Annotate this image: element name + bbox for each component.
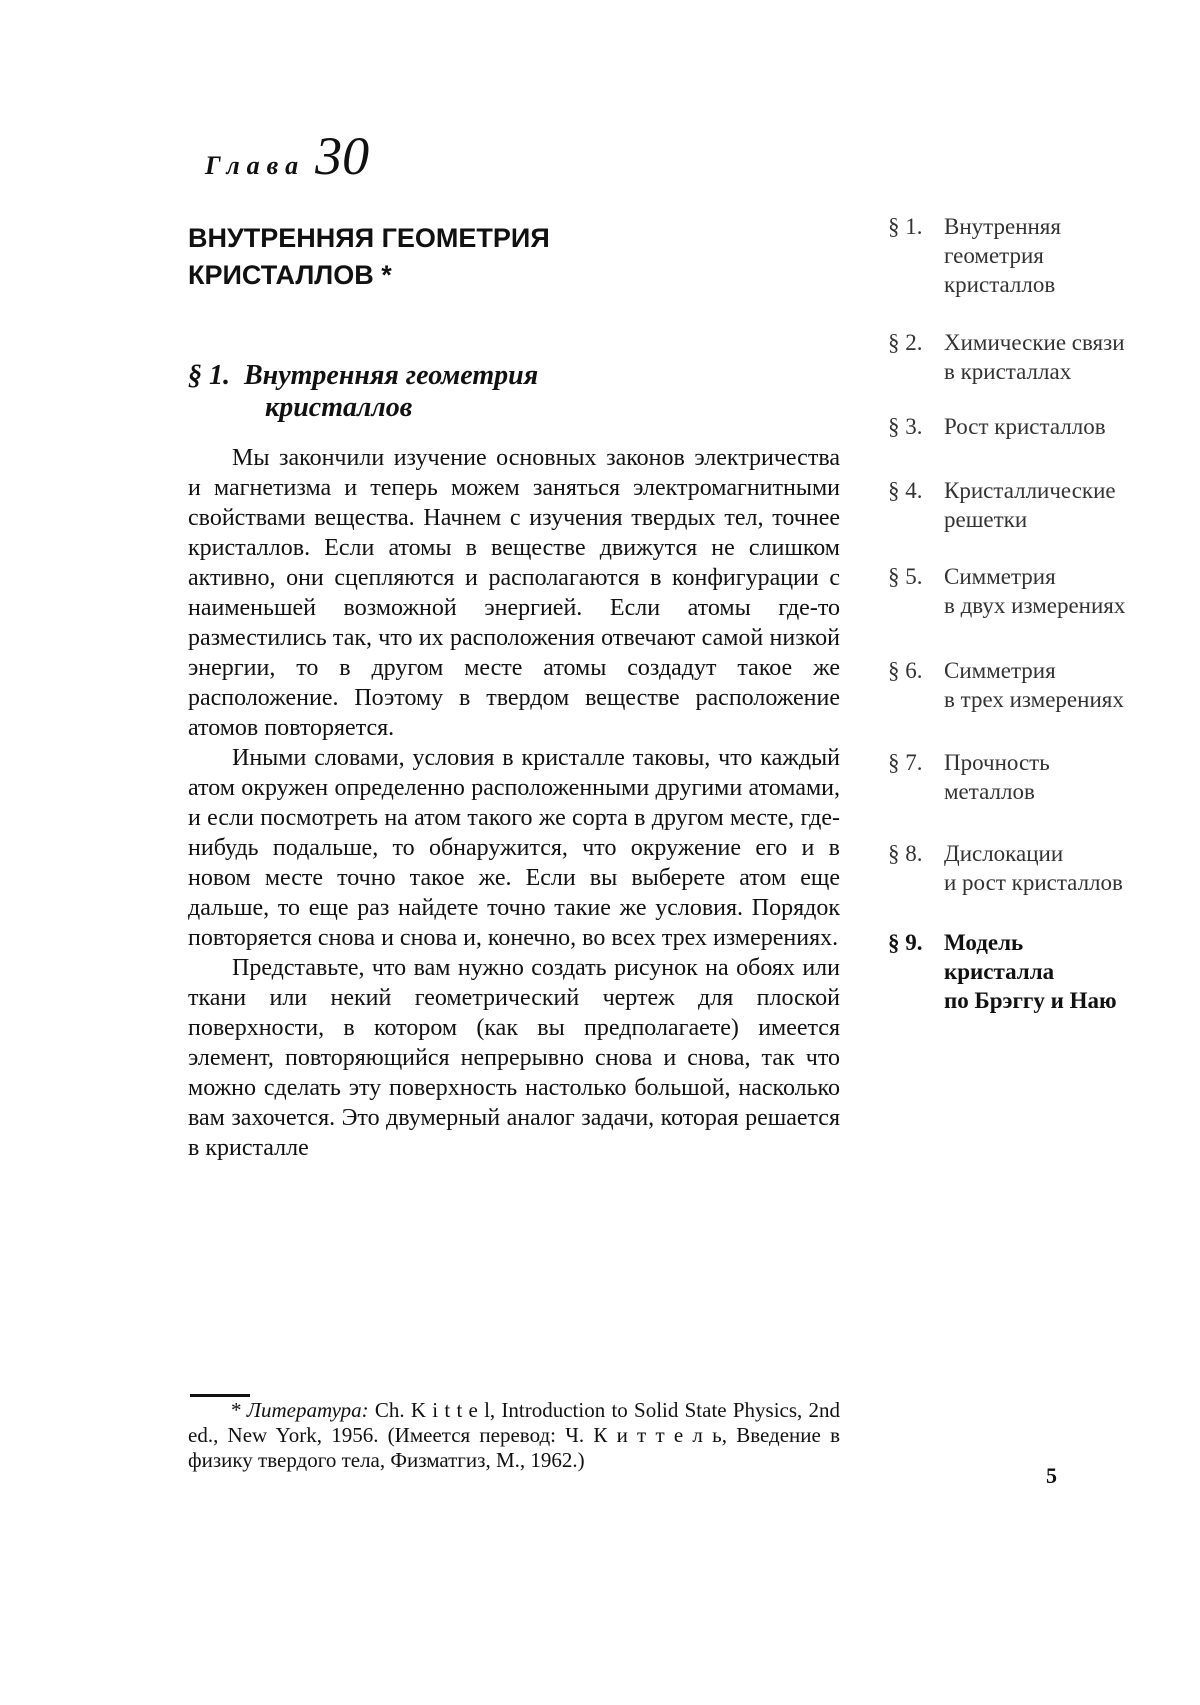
section-number: § 1. (188, 360, 230, 391)
footnote-rule (190, 1394, 250, 1397)
toc-item-number: § 6. (888, 658, 923, 683)
toc-item[interactable] (888, 212, 1200, 299)
footnote (188, 1398, 840, 1473)
toc-item-label: Прочность металлов (944, 750, 1050, 804)
toc-item-number: § 7. (888, 750, 923, 775)
section-heading (188, 360, 748, 424)
toc-item-label: Симметрия в трех измерениях (944, 658, 1124, 712)
toc-item-number: § 5. (888, 564, 923, 589)
chapter-number: 30 (315, 126, 370, 186)
page-number: 5 (1046, 1463, 1057, 1488)
toc-item-label: Рост кристаллов (944, 414, 1106, 439)
chapter-title (188, 220, 648, 294)
toc-item[interactable] (888, 928, 1200, 1015)
body-text (188, 443, 840, 1163)
toc-item-number: § 1. (888, 214, 923, 239)
toc-item-number: § 8. (888, 841, 923, 866)
toc-item[interactable] (888, 412, 1200, 441)
toc-item-label: Внутренняя геометрия кристаллов (944, 214, 1061, 297)
section-title-line: кристаллов (265, 392, 413, 423)
toc-item[interactable] (888, 839, 1200, 897)
toc-item-label: Химические связи в кристаллах (944, 330, 1125, 384)
section-title-line: Внутренняя геометрия (244, 360, 539, 391)
toc-item[interactable] (888, 476, 1200, 534)
toc-item-number: § 4. (888, 478, 923, 503)
toc-item[interactable] (888, 656, 1200, 714)
chapter-title-line: КРИСТАЛЛОВ * (188, 260, 392, 290)
toc-item-label: Модель кристалла по Брэггу и Наю (944, 930, 1117, 1013)
toc-item-label: Дислокации и рост кристаллов (944, 841, 1123, 895)
chapter-word: Глава (205, 151, 306, 180)
footnote-literature-label: Литература: (246, 1398, 369, 1422)
footnote-text: Ch. K i t t e l, Introduction to Solid State Physics, 2nd ed., New York, 1956. (Имеется перевод: Ч. К и т т е л ь, Введение в физику твердого тела, Физматгиз, М., 1962.) (188, 1398, 841, 1472)
toc-item-number: § 3. (888, 414, 923, 439)
paragraph: Иными словами, условия в кристалле таковы, что каждый атом окружен определенно расположенными другими атомами, и если посмотреть на атом такого же сорта в другом месте, где-нибудь подальше, то обнаружится, что окружение его и в новом месте точно такое же. Если вы выберете атом еще дальше, то еще раз найдете точно такие же условия. Порядок повторяется снова и снова и, конечно, во всех трех измерениях. (188, 745, 840, 951)
chapter-title-line: ВНУТРЕННЯЯ ГЕОМЕТРИЯ (188, 223, 550, 253)
toc-item-number: § 2. (888, 330, 923, 355)
toc-item-label: Симметрия в двух измерениях (944, 564, 1126, 618)
footnote-mark: * (230, 1398, 241, 1422)
toc-item-label: Кристаллические решетки (944, 478, 1116, 532)
toc-item[interactable] (888, 562, 1200, 620)
toc-item[interactable] (888, 328, 1200, 386)
toc-item[interactable] (888, 748, 1200, 806)
paragraph: Представьте, что вам нужно создать рисунок на обоях или ткани или некий геометрический чертеж для плоской поверхности, в котором (как вы предполагаете) имеется элемент, повторяющийся непрерывно снова и снова, так что можно сделать эту поверхность настолько большой, насколько вам захочется. Это двумерный аналог задачи, которая решается в кристалле (188, 955, 840, 1161)
toc-item-number: § 9. (888, 930, 923, 955)
chapter-label (205, 125, 369, 187)
paragraph: Мы закончили изучение основных законов электричества и магнетизма и теперь можем заняться электромагнитными свойствами вещества. Начнем с изучения твердых тел, точнее кристаллов. Если атомы в веществе движутся не слишком активно, они сцепляются и располагаются в конфигурации с наименьшей возможной энергией. Если атомы где-то разместились так, что их расположения отвечают самой низкой энергии, то в другом месте атомы создадут такое же расположение. Поэтому в твердом веществе расположение атомов повторяется. (188, 445, 840, 741)
